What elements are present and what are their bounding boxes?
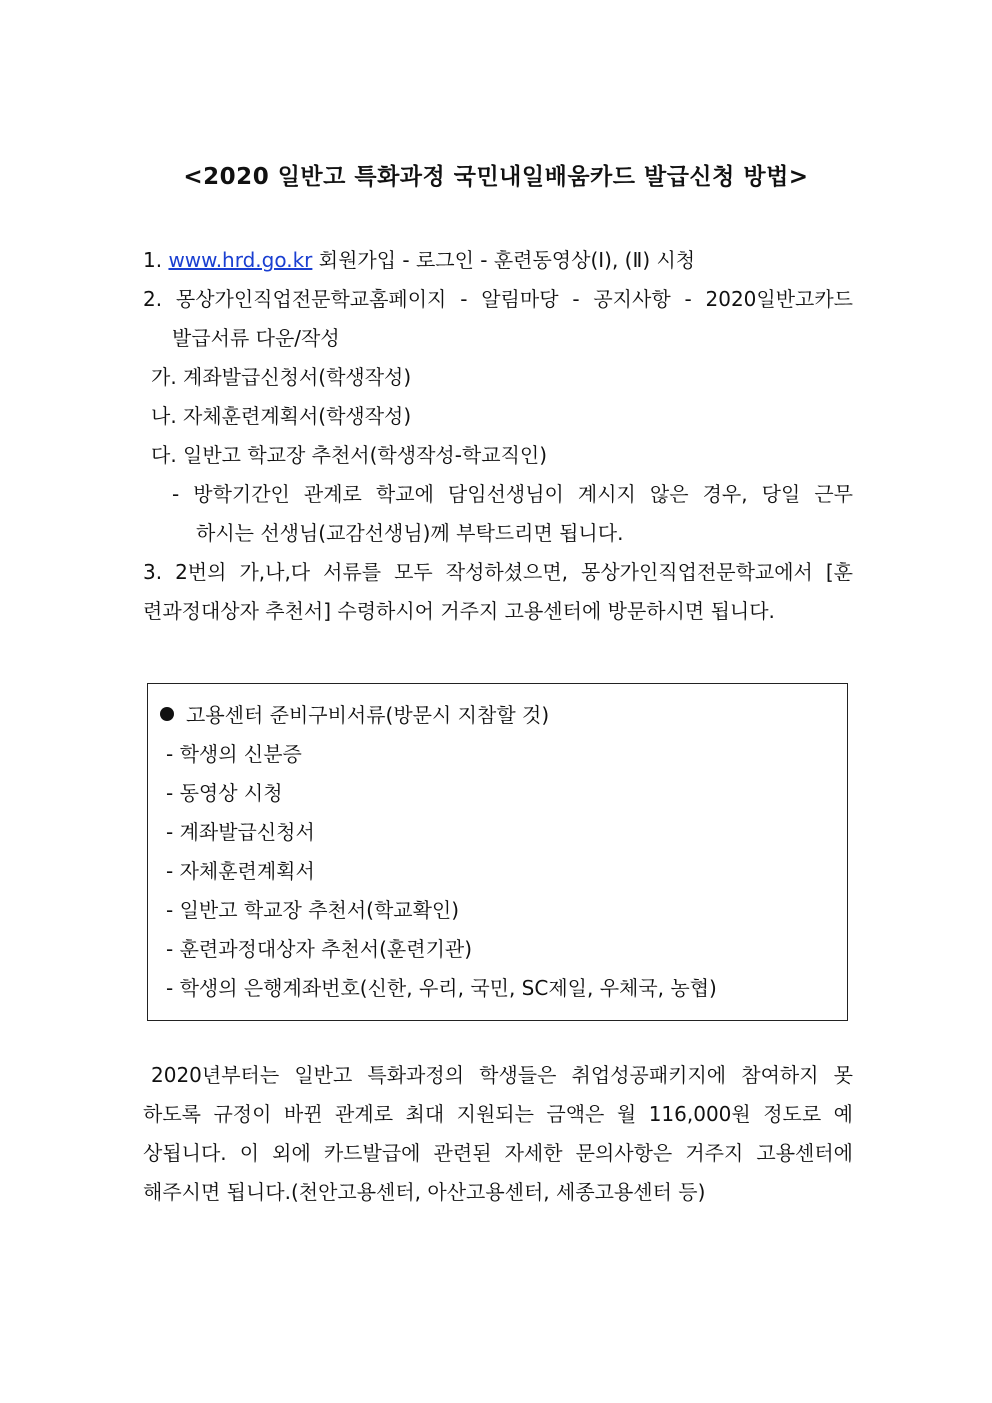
step-1 (143, 246, 695, 274)
step-2-line-2: 발급서류 다운/작성 (172, 326, 340, 350)
box-item: - 일반고 학교장 추천서(학교확인) (166, 898, 460, 922)
note-line-2: 하시는 선생님(교감선생님)께 부탁드리면 됩니다. (196, 521, 624, 545)
step-2-item-na: 나. 자체훈련계획서(학생작성) (151, 404, 412, 428)
bullet-icon (160, 707, 174, 721)
note-line-1: - 방학기간인 관계로 학교에 담임선생님이 계시지 않은 경우, 당일 근무 (172, 482, 853, 506)
step-1-text: 회원가입 - 로그인 - 훈련동영상(Ⅰ), (Ⅱ) 시청 (312, 248, 696, 272)
document-title: <2020 일반고 특화과정 국민내일배움카드 발급신청 방법> (183, 164, 809, 190)
step-1-number: 1. (143, 248, 163, 272)
box-item: - 자체훈련계획서 (166, 859, 315, 883)
box-item: - 동영상 시청 (166, 781, 283, 805)
box-heading-text: 고용센터 준비구비서류(방문시 지참할 것) (186, 703, 550, 727)
box-heading (160, 701, 549, 729)
step-2-item-ga: 가. 계좌발급신청서(학생작성) (151, 365, 412, 389)
box-item: - 계좌발급신청서 (166, 820, 315, 844)
step-3-line-2: 련과정대상자 추천서] 수령하시어 거주지 고용센터에 방문하시면 됩니다. (143, 599, 775, 623)
hrd-link[interactable]: www.hrd.go.kr (168, 248, 313, 272)
closing-line-2: 하도록 규정이 바뀐 관계로 최대 지원되는 금액은 월 116,000원 정도로 예 (143, 1102, 853, 1126)
closing-line-4: 해주시면 됩니다.(천안고용센터, 아산고용센터, 세종고용센터 등) (143, 1180, 706, 1204)
box-item: - 학생의 은행계좌번호(신한, 우리, 국민, SC제일, 우체국, 농협) (166, 976, 717, 1000)
closing-line-1: 2020년부터는 일반고 특화과정의 학생들은 취업성공패키지에 참여하지 못 (151, 1063, 853, 1087)
box-item: - 훈련과정대상자 추천서(훈련기관) (166, 937, 473, 961)
required-documents-box (147, 683, 848, 1021)
step-2-line-1: 2. 몽상가인직업전문학교홈페이지 - 알림마당 - 공지사항 - 2020일반고카드 (143, 287, 853, 311)
step-2-item-da: 다. 일반고 학교장 추천서(학생작성-학교직인) (151, 443, 548, 467)
step-3-line-1: 3. 2번의 가,나,다 서류를 모두 작성하셨으면, 몽상가인직업전문학교에서 [훈 (143, 560, 853, 584)
closing-line-3: 상됩니다. 이 외에 카드발급에 관련된 자세한 문의사항은 거주지 고용센터에 (143, 1141, 853, 1165)
box-item: - 학생의 신분증 (166, 742, 302, 766)
